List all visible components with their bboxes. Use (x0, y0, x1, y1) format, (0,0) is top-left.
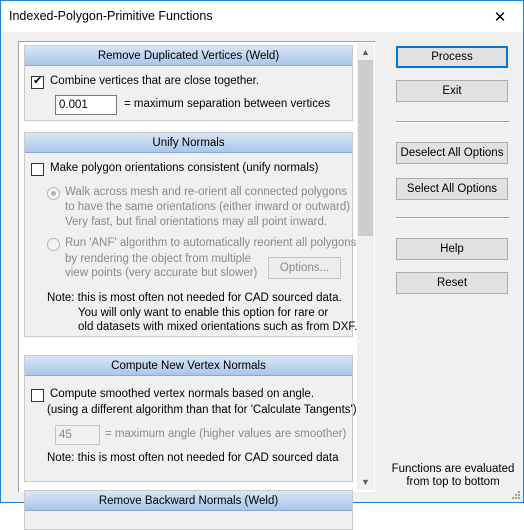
scroll-down-arrow-icon[interactable]: ▼ (361, 476, 370, 487)
weld-distance-input[interactable]: 0.001 (55, 95, 117, 115)
normals-checkbox-label: Compute smoothed vertex normals based on angle. (50, 388, 315, 400)
normals-note: Note: this is most often not needed for CAD sourced data (47, 452, 339, 464)
vertical-scrollbar[interactable] (357, 43, 374, 490)
window-title: Indexed-Polygon-Primitive Functions (9, 9, 213, 23)
normals-section-header: Compute New Vertex Normals (25, 356, 352, 376)
walk-mesh-label-2: to have the same orientations (either inward or outward) (65, 201, 351, 213)
unify-note-2: You will only want to enable this option for rare or (78, 307, 329, 319)
separator-1 (396, 121, 510, 123)
process-button[interactable]: Process (396, 46, 508, 68)
resize-grip-icon[interactable] (509, 488, 521, 500)
deselect-all-button[interactable]: Deselect All Options (396, 142, 508, 164)
normals-angle-input[interactable]: 45 (55, 425, 100, 445)
walk-mesh-label-1: Walk across mesh and re-orient all connected polygons (65, 186, 348, 198)
unify-section (24, 132, 358, 337)
unify-checkbox-label: Make polygon orientations consistent (unify normals) (50, 162, 319, 174)
weld-checkbox-label: Combine vertices that are close together. (50, 75, 260, 87)
weld-distance-caption: = maximum separation between vertices (124, 98, 331, 110)
evaluation-order-note-line-1: Functions are evaluated (391, 463, 515, 475)
evaluation-order-note-line-2: from top to bottom (406, 476, 500, 488)
weld-section-header: Remove Duplicated Vertices (Weld) (25, 46, 352, 66)
scrollbar-thumb[interactable] (358, 60, 373, 236)
exit-button[interactable]: Exit (396, 80, 508, 102)
evaluation-order-note (386, 463, 520, 489)
separator-2 (396, 217, 510, 219)
select-all-button[interactable]: Select All Options (396, 178, 508, 200)
anf-radio[interactable] (47, 238, 60, 251)
anf-label-1: Run 'ANF' algorithm to automatically reorient all polygons (65, 237, 357, 249)
unify-checkbox[interactable] (31, 163, 44, 176)
reset-button[interactable]: Reset (396, 272, 508, 294)
normals-angle-caption: = maximum angle (higher values are smoother) (105, 428, 347, 440)
weld-section (24, 45, 353, 121)
close-icon[interactable]: ✕ (493, 8, 507, 26)
walk-mesh-radio[interactable] (47, 187, 60, 200)
walk-mesh-label-3: Very fast, but final orientations may all point inward. (65, 216, 328, 228)
unify-section-header: Unify Normals (25, 133, 352, 153)
scroll-up-arrow-icon[interactable]: ▲ (361, 46, 370, 57)
help-button[interactable]: Help (396, 238, 508, 260)
unify-note-1: Note: this is most often not needed for CAD sourced data. (47, 292, 342, 304)
anf-options-button[interactable]: Options... (268, 257, 341, 279)
anf-label-2: by rendering the object from multiple (65, 253, 252, 265)
normals-section (24, 355, 357, 482)
backward-normals-section (24, 490, 353, 530)
weld-checkbox[interactable] (31, 76, 44, 89)
options-panel (18, 41, 375, 507)
backward-normals-section-header: Remove Backward Normals (Weld) (25, 491, 352, 511)
title-bar (1, 1, 523, 32)
normals-checkbox[interactable] (31, 389, 44, 402)
checkmark-icon: ✔ (33, 75, 43, 87)
normals-sub-label: (using a different algorithm than that for 'Calculate Tangents') (47, 404, 357, 416)
anf-label-3: view points (very accurate but slower) (65, 267, 258, 279)
unify-note-3: old datasets with mixed orientations such as from DXF. (78, 321, 358, 333)
